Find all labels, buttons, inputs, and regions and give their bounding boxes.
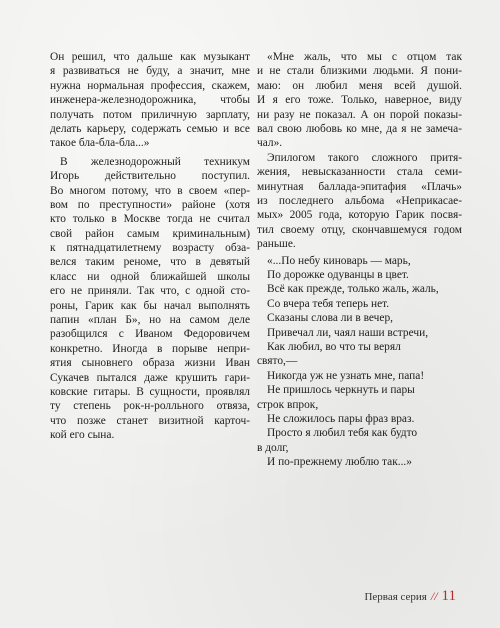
- text-line: роны, Гарик как бы начал выполнять: [50, 299, 250, 312]
- text-line: кой его сына.: [50, 429, 115, 442]
- text-line: получать потом приличную зарплату,: [50, 108, 250, 121]
- text-line: папин «план Б», но на самом деле: [50, 314, 250, 327]
- text-line: минутная баллада-эпитафия «Плачь»: [257, 180, 462, 193]
- text-line: такое бла-бла-бла...»: [50, 137, 150, 150]
- page-number: 11: [441, 588, 456, 604]
- text-line: и не стали близкими людьми. Я пони-: [257, 65, 462, 78]
- right-column: [257, 50, 462, 470]
- text-line: Игорь действительно поступил.: [50, 170, 250, 183]
- text-line: В железнодорожный техникум: [60, 155, 250, 168]
- footer-separator: //: [430, 589, 438, 603]
- poem-line: Никогда уж не узнать мне, папа!: [267, 369, 425, 382]
- poem-line: Не пришлось черкнуть и пары: [267, 384, 415, 397]
- text-line: делать карьеру, содержать семью и все: [50, 122, 250, 135]
- text-line: тил своему отцу, скончавшемуся годом: [257, 223, 462, 236]
- poem-line: «...По небу киноварь — марь,: [267, 254, 411, 267]
- text-line: мых» 2005 года, которую Гарик посвя-: [257, 209, 462, 222]
- poem-line: И по-прежнему люблю так...»: [267, 456, 412, 469]
- poem-continued: [257, 354, 462, 469]
- text-line: раньше.: [257, 238, 296, 251]
- poem-line: Со вчера тебя теперь нет.: [267, 297, 390, 310]
- text-line: свой район самым криминальным): [50, 227, 250, 240]
- poem-line: строк впрок,: [257, 398, 319, 411]
- poem-line: Просто я любил тебя как будто: [267, 427, 418, 440]
- text-line: класс ни одной ближайшей школы: [50, 270, 250, 283]
- text-line: «Мне жаль, что мы с отцом так: [267, 51, 462, 63]
- text-line: ту степень рок-н-ролльного отвяза,: [50, 400, 250, 413]
- poem-line: Сказаны слова ли в вечер,: [267, 312, 393, 325]
- text-line: разобщился с Иваном Федоровичем: [50, 328, 250, 341]
- text-line: Сукачев пытался даже крушить гари-: [50, 371, 250, 384]
- text-line: к пятнадцатилетнему возрасту обза-: [50, 242, 250, 255]
- text-line: И я его тоже. Только, наверное, виду: [257, 94, 462, 107]
- poem-line: Всё как прежде, только жаль, жаль,: [267, 283, 439, 296]
- left-column: [50, 50, 250, 443]
- text-line: велся таким реноме, что в девятый: [50, 256, 250, 269]
- poem-line: Как любил, во что ты верял: [267, 340, 401, 353]
- text-line: Эпилогом такого сложного притя-: [267, 151, 462, 164]
- poem-line: свято,—: [257, 355, 298, 368]
- text-line: я развиваться не буду, а значит, мне: [50, 65, 250, 78]
- poem: [257, 254, 462, 355]
- poem-line: Не сложилось пары фраз враз.: [267, 412, 415, 425]
- text-line: конкретно. Иногда в порыве непри-: [50, 342, 250, 355]
- poem-line: Привечал ли, чаял наши встречи,: [267, 326, 429, 339]
- text-line: инженера-железнодорожника, чтобы: [50, 94, 250, 107]
- text-line: маю: он любил меня всей душой.: [257, 79, 462, 92]
- text-line: ковские гитары. В сущности, проявлял: [50, 386, 250, 398]
- text-line: жения, невысказанности стала семи-: [257, 166, 462, 179]
- text-line: вом по преступности» районе (хотя: [50, 198, 250, 211]
- text-line: Во многом потому, что в своем «пер-: [50, 184, 250, 197]
- text-line: Он решил, что дальше как музыкант: [50, 51, 250, 63]
- text-line: вал свою любовь ко мне, да я не замеча-: [257, 122, 462, 135]
- poem-line: в долг,: [257, 441, 289, 454]
- text-line: что позже станет визитной карточ-: [50, 414, 250, 427]
- text-line: из последнего альбома «Неприкасае-: [257, 194, 462, 207]
- poem-line: По дорожке одуванцы в цвет.: [267, 268, 409, 281]
- text-line: нужна нормальная профессия, скажем,: [50, 79, 250, 92]
- text-line: ятия сыновнего образа жизни Иван: [50, 357, 250, 370]
- series-label: Первая серия: [364, 591, 427, 603]
- text-line: его не приняли. Так что, с одной сто-: [50, 285, 250, 298]
- text-line: ни разу не показал. А он порой показы-: [257, 108, 462, 121]
- text-line: чал».: [257, 137, 283, 150]
- page-footer: [364, 588, 456, 605]
- text-line: кто только в Москве тогда не считал: [50, 213, 250, 226]
